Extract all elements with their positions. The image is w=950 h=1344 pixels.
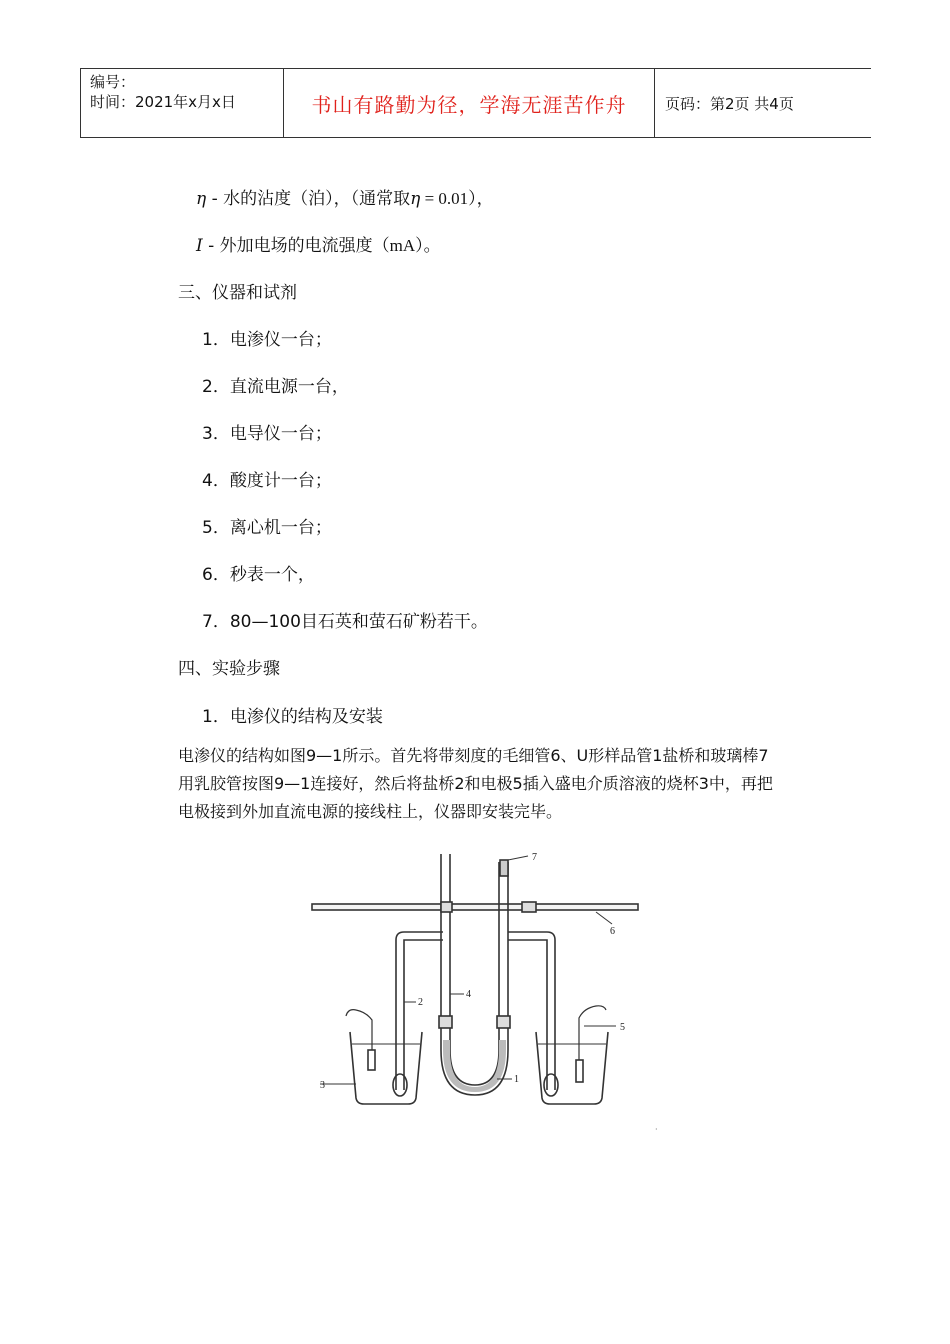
left-electrode (368, 1050, 375, 1070)
list-item: 3．电导仪一台； (202, 424, 332, 444)
support-rod (312, 904, 638, 910)
page-header (80, 68, 871, 138)
eta-symbol-2: η (410, 189, 421, 209)
current-definition (196, 231, 441, 256)
figure-label-4: 4 (466, 989, 471, 1000)
i-tail: ）。 (415, 236, 441, 256)
header-motto-cell (284, 69, 655, 137)
left-beaker (350, 1032, 422, 1104)
motto-text: 书山有路勤为径，学海无涯苦作舟 (311, 93, 627, 117)
number-label: 编号： (90, 73, 136, 91)
i-unit: mA (389, 236, 416, 255)
section-3-title: 三、仪器和试剂 (178, 283, 297, 303)
footer-mark: · (655, 1125, 658, 1134)
list-item: 1．电渗仪一台； (202, 330, 332, 350)
list-item: 7．80—100目石英和萤石矿粉若干。 (202, 612, 488, 632)
figure-label-1: 1 (514, 1074, 519, 1085)
i-symbol: I (196, 236, 203, 256)
right-salt-bridge (508, 932, 555, 1090)
figure-label-2: 2 (418, 997, 423, 1008)
list-item: 6．秒表一个， (202, 565, 315, 585)
subsection-title: 1．电渗仪的结构及安装 (202, 707, 383, 727)
list-item: 2．直流电源一台， (202, 377, 349, 397)
list-item: 5．离心机一台； (202, 518, 332, 538)
figure-label-3: 3 (320, 1080, 325, 1091)
eta-symbol: η (196, 189, 207, 209)
section-4-title: 四、实验步骤 (178, 659, 280, 679)
date-label: 时间：2021年x月x日 (90, 93, 236, 111)
eta-text: - 水的沾度（泊），（通常取 (206, 189, 411, 209)
figure-label-6: 6 (610, 926, 615, 937)
eta-value: = 0.01 (420, 189, 469, 208)
right-electrode (576, 1060, 583, 1082)
i-text: - 外加电场的电流强度（ (202, 236, 390, 256)
electroosmosis-apparatus-figure (300, 840, 660, 1130)
header-page-cell (655, 69, 871, 137)
header-meta-cell (81, 69, 284, 137)
eta-definition (196, 184, 494, 209)
body-paragraph: 电渗仪的结构如图9—1所示。首先将带刻度的毛细管6、U形样品管1盐桥和玻璃棒7用乳胶管按图9—1连接好，然后将盐桥2和电极5插入盛电介质溶液的烧杯3中，再把电极接到外加直流电源的接线柱上，仪器即安装完毕。 (178, 746, 773, 821)
figure-label-5: 5 (620, 1022, 625, 1033)
figure-label-7: 7 (532, 852, 537, 863)
eta-tail: ）， (468, 189, 494, 209)
page-info: 页码：第2页 共4页 (665, 95, 794, 113)
list-item: 4．酸度计一台； (202, 471, 332, 491)
